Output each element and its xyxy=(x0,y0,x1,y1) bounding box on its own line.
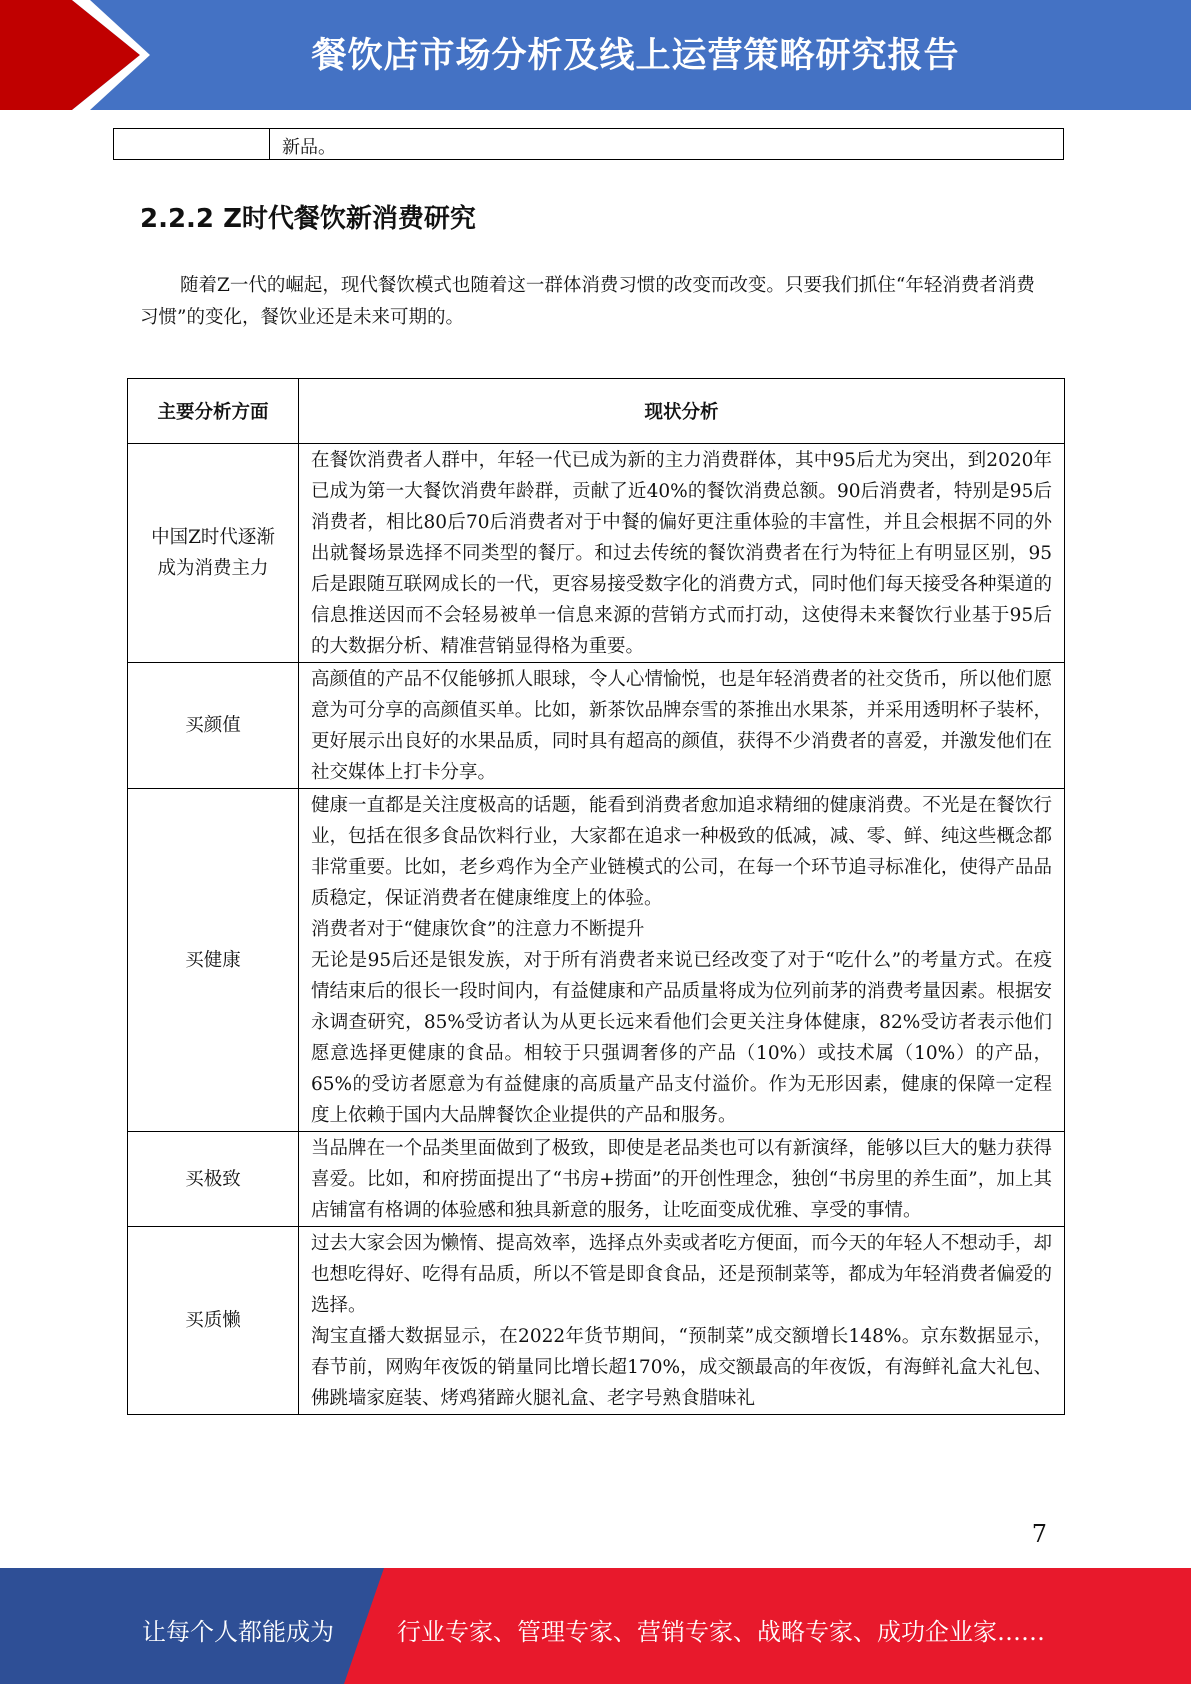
continued-table xyxy=(113,128,1064,160)
table-row xyxy=(128,444,1065,663)
table-cell-aspect: 买颜值 xyxy=(128,663,299,789)
analysis-paragraph: 健康一直都是关注度极高的话题，能看到消费者愈加追求精细的健康消费。不光是在餐饮行业，包括在很多食品饮料行业，大家都在追求一种极致的低减，减、零、鲜、纯这些概念都非常重要。比如，老乡鸡作为全产业链模式的公司，在每一个环节追寻标准化，使得产品品质稳定，保证消费者在健康维度上的体验。 xyxy=(311,795,1052,909)
table-header-row xyxy=(128,379,1065,444)
analysis-table xyxy=(127,378,1065,1415)
table-cell-aspect xyxy=(128,444,299,663)
table-cell-aspect: 买极致 xyxy=(128,1132,299,1227)
table-cell-analysis xyxy=(299,1227,1065,1415)
footer-slogan-left: 让每个人都能成为 xyxy=(142,1618,334,1646)
footer-slogan-right: 行业专家、管理专家、营销专家、战略专家、成功企业家…… xyxy=(397,1618,1045,1646)
page-number: 7 xyxy=(1031,1520,1047,1548)
section-title: 2.2.2 Z时代餐饮新消费研究 xyxy=(140,204,476,234)
table-row xyxy=(128,663,1065,789)
table-header-aspect: 主要分析方面 xyxy=(128,379,299,444)
page-header xyxy=(0,0,1191,110)
table-cell-analysis xyxy=(299,789,1065,1132)
table-row xyxy=(128,1227,1065,1415)
header-title: 餐饮店市场分析及线上运营策略研究报告 xyxy=(311,36,960,76)
table-row xyxy=(128,1132,1065,1227)
table-header-analysis: 现状分析 xyxy=(299,379,1065,444)
table-cell-analysis: 在餐饮消费者人群中，年轻一代已成为新的主力消费群体，其中95后尤为突出，到2020年已成为第一大餐饮消费年龄群，贡献了近40%的餐饮消费总额。90后消费者，特别是95后消费者，相比80后70后消费者对于中餐的偏好更注重体验的丰富性，并且会根据不同的外出就餐场景选择不同类型的餐厅。和过去传统的餐饮消费者在行为特征上有明显区别，95后是跟随互联网成长的一代，更容易接受数字化的消费方式，同时他们每天接受各种渠道的信息推送因而不会轻易被单一信息来源的营销方式而打动，这使得未来餐饮行业基于95后的大数据分析、精准营销显得格为重要。 xyxy=(299,444,1065,663)
analysis-paragraph: 淘宝直播大数据显示，在2022年货节期间，“预制菜”成交额增长148%。京东数据显示，春节前，网购年夜饭的销量同比增长超170%，成交额最高的年夜饭，有海鲜礼盒大礼包、佛跳墙家庭装、烤鸡猪蹄火腿礼盒、老字号熟食腊味礼 xyxy=(311,1326,1052,1409)
table-cell-analysis: 当品牌在一个品类里面做到了极致，即使是老品类也可以有新演绎，能够以巨大的魅力获得喜爱。比如，和府捞面提出了“书房+捞面”的开创性理念，独创“书房里的养生面”，加上其店铺富有格调的体验感和独具新意的服务，让吃面变成优雅、享受的事情。 xyxy=(299,1132,1065,1227)
aspect-text: 中国Z时代逐渐成为消费主力 xyxy=(151,527,275,579)
intro-paragraph: 随着Z一代的崛起，现代餐饮模式也随着这一群体消费习惯的改变而改变。只要我们抓住“年轻消费者消费习惯”的变化，餐饮业还是未来可期的。 xyxy=(140,275,1035,328)
table-row xyxy=(128,789,1065,1132)
table-cell-aspect: 买健康 xyxy=(128,789,299,1132)
table-cell-analysis: 高颜值的产品不仅能够抓人眼球，令人心情愉悦，也是年轻消费者的社交货币，所以他们愿意为可分享的高颜值买单。比如，新茶饮品牌奈雪的茶推出水果茶，并采用透明杯子装杯，更好展示出良好的水果品质，同时具有超高的颜值，获得不少消费者的喜爱，并激发他们在社交媒体上打卡分享。 xyxy=(299,663,1065,789)
analysis-paragraph: 消费者对于“健康饮食”的注意力不断提升 xyxy=(311,919,645,940)
table-cell-aspect: 买质懒 xyxy=(128,1227,299,1415)
analysis-paragraph: 过去大家会因为懒惰、提高效率，选择点外卖或者吃方便面，而今天的年轻人不想动手，却也想吃得好、吃得有品质，所以不管是即食食品，还是预制菜等，都成为年轻消费者偏爱的选择。 xyxy=(311,1233,1052,1316)
page-footer xyxy=(0,1568,1191,1684)
analysis-paragraph: 无论是95后还是银发族，对于所有消费者来说已经改变了对于“吃什么”的考量方式。在疫情结束后的很长一段时间内，有益健康和产品质量将成为位列前茅的消费考量因素。根据安永调查研究，85%受访者认为从更长远来看他们会更关注身体健康，82%受访者表示他们愿意选择更健康的食品。相较于只强调奢侈的产品（10%）或技术属（10%）的产品，65%的受访者愿意为有益健康的高质量产品支付溢价。作为无形因素，健康的保障一定程度上依赖于国内大品牌餐饮企业提供的产品和服务。 xyxy=(311,950,1052,1126)
continued-table-empty-cell xyxy=(114,129,270,159)
continued-table-cell: 新品。 xyxy=(282,137,336,158)
